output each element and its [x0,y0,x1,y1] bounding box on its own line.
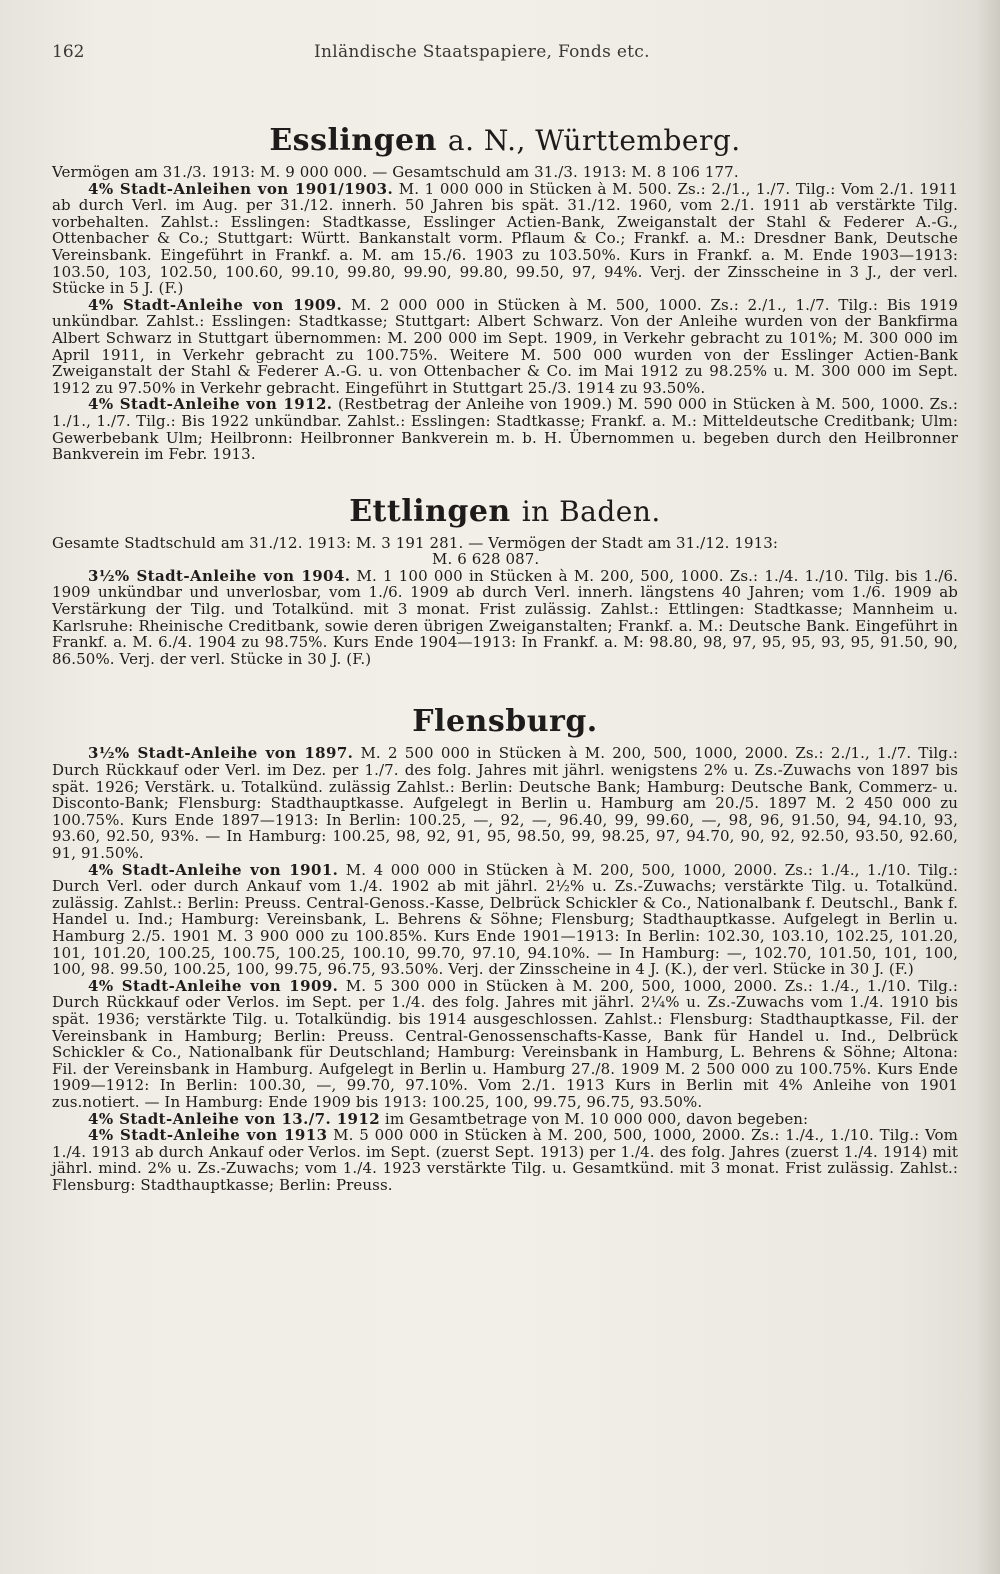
loan-text: M. 4 000 000 in Stücken à M. 200, 500, 1000, 2000. Zs.: 1./4., 1./10. Tilg.: Durch Verl. oder durch Ankauf vom 1./4. 1902 ab mit jährl. 2½% u. Zs.-Zuwachs; verstärkte Tilg. u. Totalkünd. zulässig. Zahlst.: Berlin: Preuss. Central-Genoss.-Kasse, Delbrück Schickler & Co., Nationalbank f. Deutschl., Bank f. Handel u. Ind.; Hamburg: Vereinsbank, L. Behrens & Söhne; Flensburg; Stadthauptkasse. Aufgelegt in Berlin u. Hamburg 2./5. 1901 M. 3 900 000 zu 100.85%. Kurs Ende 1901—1913: In Berlin: 102.30, 103.10, 102.25, 101.20, 101, 101.20, 100.25, 100.75, 100.25, 100.10, 99.70, 97.10, 94.10%. — In Hamburg: —, 102.70, 101.50, 101, 100, 100, 98. 99.50, 100.25, 100, 99.75, 96.75, 93.50%. Verj. der Zinsscheine in 4 J. (K.), der verl. Stücke in 30 J. (F.) [52,860,958,979]
section-intro-continued: M. 6 628 087. [432,550,540,569]
loan-entry [52,978,958,1111]
loan-heading: 4% Stadt-Anleihe von 1901. [88,860,339,879]
loan-heading: 4% Stadt-Anleihe von 1913 [88,1126,328,1145]
city-name-tail: in Baden. [521,494,661,528]
city-name: Ettlingen [349,493,511,529]
section-ettlingen [52,495,958,668]
loan-text: M. 5 300 000 in Stücken à M. 200, 500, 1000, 2000. Zs.: 1./4., 1./10. Tilg.: Durch Rückkauf oder Verlos. im Sept. per 1./4. des folg. Jahres mit jährl. 2¼% u. Zs.-Zuwachs vom 1./4. 1910 bis spät. 1936; verstärkte Tilg. u. Totalkündig. bis 1914 ausgeschlossen. Zahlst.: Flensburg: Stadthauptkasse, Fil. der Vereinsbank in Hamburg; Berlin: Preuss. Central-Genossenschafts-Kasse, Bank für Handel u. Ind., Delbrück Schickler & Co., Nationalbank für Deutschland; Hamburg: Vereinsbank in Hamburg, L. Behrens & Söhne; Altona: Fil. der Vereinsbank in Hamburg. Aufgelegt in Berlin u. Hamburg 27./8. 1909 M. 2 500 000 zu 100.75%. Kurs Ende 1909—1912: In Berlin: 100.30, —, 99.70, 97.10%. Vom 2./1. 1913 Kurs in Berlin mit 4% Anleihe von 1901 zus.notiert. — In Hamburg: Ende 1909 bis 1913: 100.25, 100, 99.75, 96.75, 93.50%. [52,976,958,1111]
loan-text: M. 2 500 000 in Stücken à M. 200, 500, 1000, 2000. Zs.: 2./1., 1./7. Tilg.: Durch Rückkauf oder Verl. im Dez. per 1./7. des folg. Jahres mit jährl. wenigstens 2% u. Zs.-Zuwachs von 1897 bis spät. 1926; Verstärk. u. Totalkünd. zulässig Zahlst.: Berlin: Deutsche Bank; Hamburg: Deutsche Bank, Commerz- u. Disconto-Bank; Flensburg: Stadthauptkasse. Aufgelegt in Berlin u. Hamburg am 20./5. 1897 M. 2 450 000 zu 100.75%. Kurs Ende 1897—1913: In Berlin: 100.25, —, 92, —, 96.40, 99, 99.60, —, 98, 96, 91.50, 94, 94.10, 93, 93.60, 92.50, 93%. — In Hamburg: 100.25, 98, 92, 91, 95, 98.50, 99, 98.25, 97, 94.70, 90, 92, 92.50, 93.50, 92.60, 91, 91.50%. [52,744,958,862]
city-name: Esslingen [269,123,437,158]
loan-heading: 4% Stadt-Anleihen von 1901/1903. [88,179,394,198]
loan-heading: 4% Stadt-Anleihe von 13./7. 1912 [88,1109,381,1128]
section-flensburg [52,705,958,1193]
loan-entry [52,568,958,668]
loan-text: (Restbetrag der Anleihe von 1909.) M. 590 000 in Stücken à M. 500, 1000. Zs.: 1./1., 1./7. Tilg.: Bis 1922 unkündbar. Zahlst.: Esslingen: Stadtkasse; Frankf. a. M.: Mitteldeutsche Creditbank; Ulm: Gewerbebank Ulm; Heilbronn: Heilbronner Bankverein m. b. H. Übernommen u. begeben durch den Heilbronner Bankverein im Febr. 1913. [52,395,958,464]
loan-text: im Gesamtbetrage von M. 10 000 000, davon begeben: [384,1109,809,1128]
loan-heading: 4% Stadt-Anleihe von 1909. [88,976,339,995]
page-number: 162 [52,42,85,62]
loan-text: M. 2 000 000 in Stücken à M. 500, 1000. Zs.: 2./1., 1./7. Tilg.: Bis 1919 unkündbar. Zahlst.: Esslingen: Stadtkasse; Stuttgart: Albert Schwarz. Von der Anleihe wurden von der Bankfirma Albert Schwarz in Stuttgart übernommen: M. 200 000 im Sept. 1909, in Verkehr gebracht zu 101%; M. 300 000 im April 1911, in Verkehr gebracht zu 100.75%. Weitere M. 500 000 wurden von der Esslinger Actien-Bank Zweiganstalt der Stahl & Federer A.-G. u. von Ottenbacher & Co. im Mai 1912 zu 98.25% u. M. 300 000 im Sept. 1912 zu 97.50% in Verkehr gebracht. Eingeführt in Stuttgart 25./3. 1914 zu 93.50%. [52,295,958,397]
loan-entry [52,297,958,397]
city-name: Flensburg. [412,704,598,740]
loan-entry [52,745,958,861]
loan-entry [52,1127,958,1193]
loan-entry [52,181,958,297]
loan-entry [52,1111,958,1128]
loan-heading: 4% Stadt-Anleihe von 1909. [88,295,343,314]
loan-entry [52,862,958,978]
city-heading-esslingen [52,124,958,158]
section-esslingen [52,124,958,463]
loan-entry [52,396,958,462]
section-intro: Gesamte Stadtschuld am 31./12. 1913: M. 3 191 281. — Vermögen der Stadt am 31./12. 1913: [52,533,779,552]
page-edge-shadow [976,0,1000,1574]
loan-heading: 3½% Stadt-Anleihe von 1897. [88,744,354,763]
page-header [52,40,958,72]
section-intro: Vermögen am 31./3. 1913: M. 9 000 000. — Gesamtschuld am 31./3. 1913: M. 8 106 177. [52,163,739,181]
city-heading-ettlingen [52,495,958,529]
running-head: Inländische Staatspapiere, Fonds etc. [314,42,650,62]
city-name-tail: a. N., Württemberg. [447,124,741,157]
loan-heading: 4% Stadt-Anleihe von 1912. [88,395,333,414]
city-heading-flensburg [52,705,958,739]
loan-text: M. 1 100 000 in Stücken à M. 200, 500, 1000. Zs.: 1./4. 1./10. Tilg. bis 1./6. 1909 unkündbar und unverlosbar, vom 1./6. 1909 ab durch Verl. innerh. längstens 40 Jahren; vom 1./6. 1909 ab Verstärkung der Tilg. und Totalkünd. mit 3 monat. Frist zulässig. Zahlst.: Ettlingen: Stadtkasse; Mannheim u. Karlsruhe: Rheinische Creditbank, sowie deren übrigen Zweiganstalten; Frankf. a. M.: Deutsche Bank. Eingeführt in Frankf. a. M. 6./4. 1904 zu 98.75%. Kurs Ende 1904—1913: In Frankf. a. M: 98.80, 98, 97, 95, 95, 93, 95, 91.50, 90, 86.50%. Verj. der verl. Stücke in 30 J. (F.) [52,566,958,668]
loan-text: M. 1 000 000 in Stücken à M. 500. Zs.: 2./1., 1./7. Tilg.: Vom 2./1. 1911 ab durch Verl. im Aug. per 31./12. innerh. 50 Jahren bis spät. 31./12. 1960, vom 2./1. 1911 ab verstärkte Tilg. vorbehalten. Zahlst.: Esslingen: Stadtkasse, Esslinger Actien-Bank, Zweiganstalt der Stahl & Federer A.-G., Ottenbacher & Co.; Stuttgart: Württ. Bankanstalt vorm. Pflaum & Co.; Frankf. a. M.: Dresdner Bank, Deutsche Vereinsbank. Eingeführt in Frankf. a. M. am 15./6. 1903 zu 103.50%. Kurs in Frankf. a. M. Ende 1903—1913: 103.50, 103, 102.50, 100.60, 99.10, 99.80, 99.90, 99.80, 99.50, 97, 94%. Verj. der Zinsscheine in 3 J., der verl. Stücke in 5 J. (F.) [52,179,958,298]
loan-heading: 3½% Stadt-Anleihe von 1904. [88,566,351,585]
loan-text: M. 5 000 000 in Stücken à M. 200, 500, 1000, 2000. Zs.: 1./4., 1./10. Tilg.: Vom 1./4. 1913 ab durch Ankauf oder Verlos. im Sept. (zuerst Sept. 1913) per 1./4. des folg. Jahres (zuerst 1./4. 1914) mit jährl. mind. 2% u. Zs.-Zuwachs; vom 1./4. 1923 verstärkte Tilg. u. Gesamtkünd. mit 3 monat. Frist zulässig. Zahlst.: Flensburg: Stadthauptkasse; Berlin: Preuss. [52,1126,958,1194]
